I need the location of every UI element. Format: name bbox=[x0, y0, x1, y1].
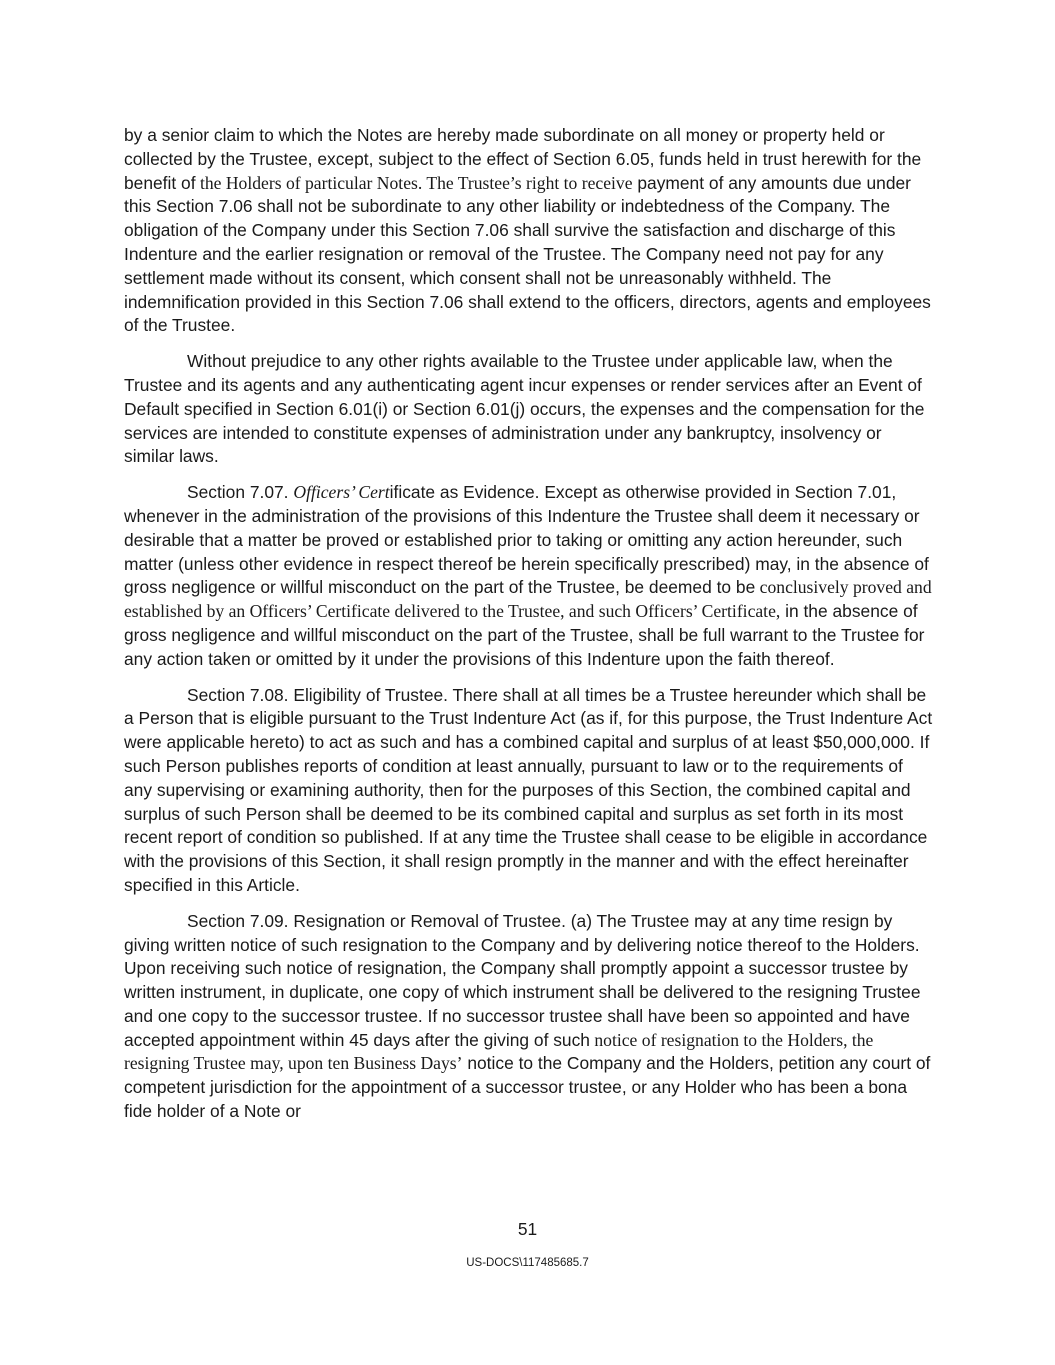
paragraph-section-7-08 bbox=[124, 684, 934, 898]
text-run: Without prejudice to any other rights available to the Trustee under applicable law, when the Trustee and its agents and any authenticating agent incur expenses or render services after an Event of Default specified in Section 6.01(i) or Section 6.01(j) occurs, the expenses and the compensation for the services are intended to constitute expenses of administration under any bankruptcy, insolvency or similar laws. bbox=[124, 351, 925, 467]
text-run-serif: the Holders of particular Notes. The Trustee’s right to receive bbox=[195, 172, 633, 193]
section-title: ificate as Evidence. bbox=[389, 482, 540, 503]
document-id: US-DOCS\117485685.7 bbox=[466, 1257, 589, 1269]
paragraph-section-7-06-continuation bbox=[124, 124, 934, 338]
text-run: in the absence of gross negligence and willful misconduct on the part of the Trustee, shall be full warrant to the Trustee for any action taken or omitted by it under the provisions of this Indenture upon the faith thereof. bbox=[124, 601, 925, 669]
body-text bbox=[124, 124, 934, 1136]
text-run: Except as otherwise provided in Section 7.01, whenever in the administration of the provisions of this Indenture the Trustee shall deem it necessary or desirable that a matter be proved or established prior to taking or omitting any action hereunder, such matter (unless other evidence in respect thereof be herein specifically prescribed) may, in the absence of gross negligence or willful misconduct on the part of the Trustee, be deemed to be bbox=[124, 482, 929, 598]
text-run: Section 7.09. Resignation or Removal of Trustee. (a) The Trustee may at any time resign by giving written notice of such resignation to the Company and by delivering notice thereof to the Holders. Upon receiving such notice of resignation, the Company shall promptly appoint a successor trustee by written instrument, in duplicate, one copy of which instrument shall be delivered to the resigning Trustee and one copy to the successor trustee. If no successor trustee shall have been so appointed and have accepted appointment within 45 days after the giving of such bbox=[124, 910, 921, 1050]
text-run-serif: notice of resignation to the Holders, the resigning Trustee may, upon ten Business Days’ bbox=[124, 1029, 874, 1074]
text-run: notice to the Company and the Holders, petition any court of competent jurisdiction for the appointment of a successor trustee, or any Holder who has been a bona fide holder of a Note or bbox=[124, 1053, 931, 1122]
text-run: by a senior claim to which the Notes are hereby made subordinate on all money or property held or collected by the Trustee, except, subject to the effect of Section 6.05, funds held in trust herewith for the benefit of bbox=[124, 125, 922, 193]
text-run: Section 7.08. Eligibility of Trustee. There shall at all times be a Trustee hereunder which shall be a Person that is eligible pursuant to the Trust Indenture Act (as if, for this purpose, the Trust Indenture Act were applicable hereto) to act as such and has a combined capital and surplus of at least $50,000,000. If such Person publishes reports of condition at least annually, pursuant to law or to the requirements of any supervising or examining authority, then for the purposes of this Section, the combined capital and surplus of such Person shall be deemed to be its combined capital and surplus as set forth in its most recent report of condition so published. If at any time the Trustee shall cease to be eligible in accordance with the provisions of this Section, it shall resign promptly in the manner and with the effect hereinafter specified in this Article. bbox=[124, 684, 933, 895]
text-run: payment of any amounts due under this Section 7.06 shall not be subordinate to any other liability or indebtedness of the Company. The obligation of the Company under this Section 7.06 shall survive the satisfaction and discharge of this Indenture and the earlier resignation or removal of the Trustee. The Company need not pay for any settlement made without its consent, which consent shall not be unreasonably withheld. The indemnification provided in this Section 7.06 shall extend to the officers, directors, agents and employees of the Trustee. bbox=[124, 172, 931, 336]
paragraph-section-7-09 bbox=[124, 910, 934, 1124]
paragraph-section-7-07 bbox=[124, 481, 934, 671]
text-run-serif: conclusively proved and established by an Officers’ Certificate delivered to the Trustee, and such Officers’ Certificate, bbox=[124, 577, 932, 622]
section-number: Section 7.07. bbox=[187, 482, 294, 503]
page-number: 51 bbox=[517, 1219, 538, 1239]
paragraph-without-prejudice bbox=[124, 350, 934, 469]
section-title-italic: Officers’ Cert bbox=[293, 482, 390, 503]
